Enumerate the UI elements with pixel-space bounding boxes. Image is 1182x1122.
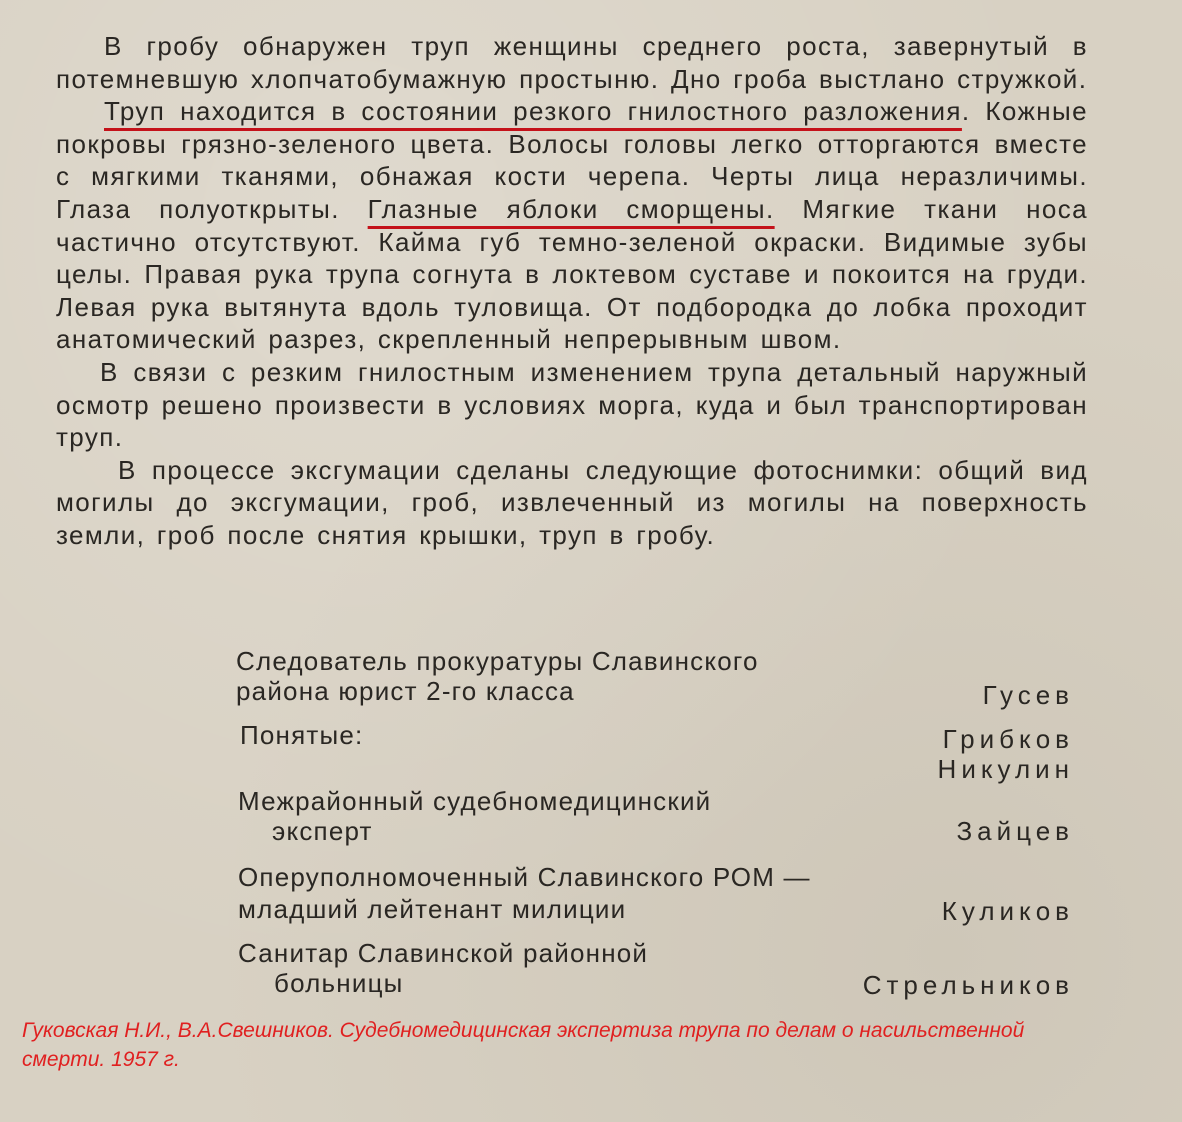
- source-caption-line-1: Гуковская Н.И., В.А.Свешников. Судебномедицинская экспертиза трупа по делам о насильственной: [22, 1019, 1025, 1042]
- witness-name-1: Грибков: [942, 724, 1074, 754]
- expert-title-line-1: Межрайонный судебномедицинский: [238, 786, 712, 816]
- officer-title-line-2: младший лейтенант милиции: [238, 894, 627, 924]
- body-description-text-b: Мягкие ткани носа частично отсутствуют. Кайма губ темно-зеленой окраски. Видимые зубы целы. Правая рука трупа согнута в локтевом суставе и покоится на груди. Левая рука вытянута вдоль туловища. От подбородка до лобка проходит анатомический разрез, скрепленный непрерывным швом.: [56, 193, 1088, 355]
- investigator-title-line-1: Следователь прокуратуры Славинского: [236, 646, 759, 676]
- orderly-title-line-2: больницы: [274, 968, 404, 998]
- orderly-name: Стрельников: [862, 970, 1074, 1000]
- paragraph-exhumation-coffin: В гробу обнаружен труп женщины среднего роста, завернутый в потемневшую хлопчатобумажную простыню. Дно гроба выстлано стружкой.: [56, 31, 1088, 94]
- officer-name: Куликов: [941, 896, 1074, 926]
- expert-name: Зайцев: [956, 816, 1074, 846]
- investigator-name: Гусев: [982, 680, 1074, 710]
- paragraph-photographs: В процессе эксгумации сделаны следующие фотоснимки: общий вид могилы до эксгумации, гроб, извлеченный из могилы на поверхность земли, гроб после снятия крышки, труп в гробу.: [56, 454, 1088, 550]
- investigator-title-line-2: района юрист 2-го класса: [236, 676, 575, 706]
- body-description-text-a: . Кожные покровы грязно-зеленого цвета. Волосы головы легко отторгаются вместе с мягкими тканями, обнажая кости черепа. Черты лица неразличимы. Глаза полуоткрыты.: [56, 96, 1088, 224]
- expert-title-line-2: эксперт: [272, 816, 373, 846]
- source-caption: [22, 1016, 1172, 1074]
- orderly-title-line-1: Санитар Славинской районной: [238, 938, 649, 968]
- source-caption-line-2: смерти. 1957 г.: [22, 1048, 180, 1071]
- witnesses-label: Понятые:: [240, 720, 364, 750]
- underlined-eyes-phrase: Глазные яблоки сморщены.: [367, 193, 775, 224]
- paragraph-transport-to-morgue: В связи с резким гнилостным изменением трупа детальный наружный осмотр решено произвести в условиях морга, куда и был транспортирован труп.: [56, 356, 1088, 453]
- witness-name-2: Никулин: [937, 754, 1074, 784]
- body-text: [56, 30, 1088, 552]
- underlined-decomposition-phrase: Труп находится в состоянии резкого гнилостного разложения: [104, 96, 962, 127]
- officer-title-line-1: Оперуполномоченный Славинского РОМ —: [238, 862, 811, 892]
- paragraph-body-description: [56, 95, 1088, 356]
